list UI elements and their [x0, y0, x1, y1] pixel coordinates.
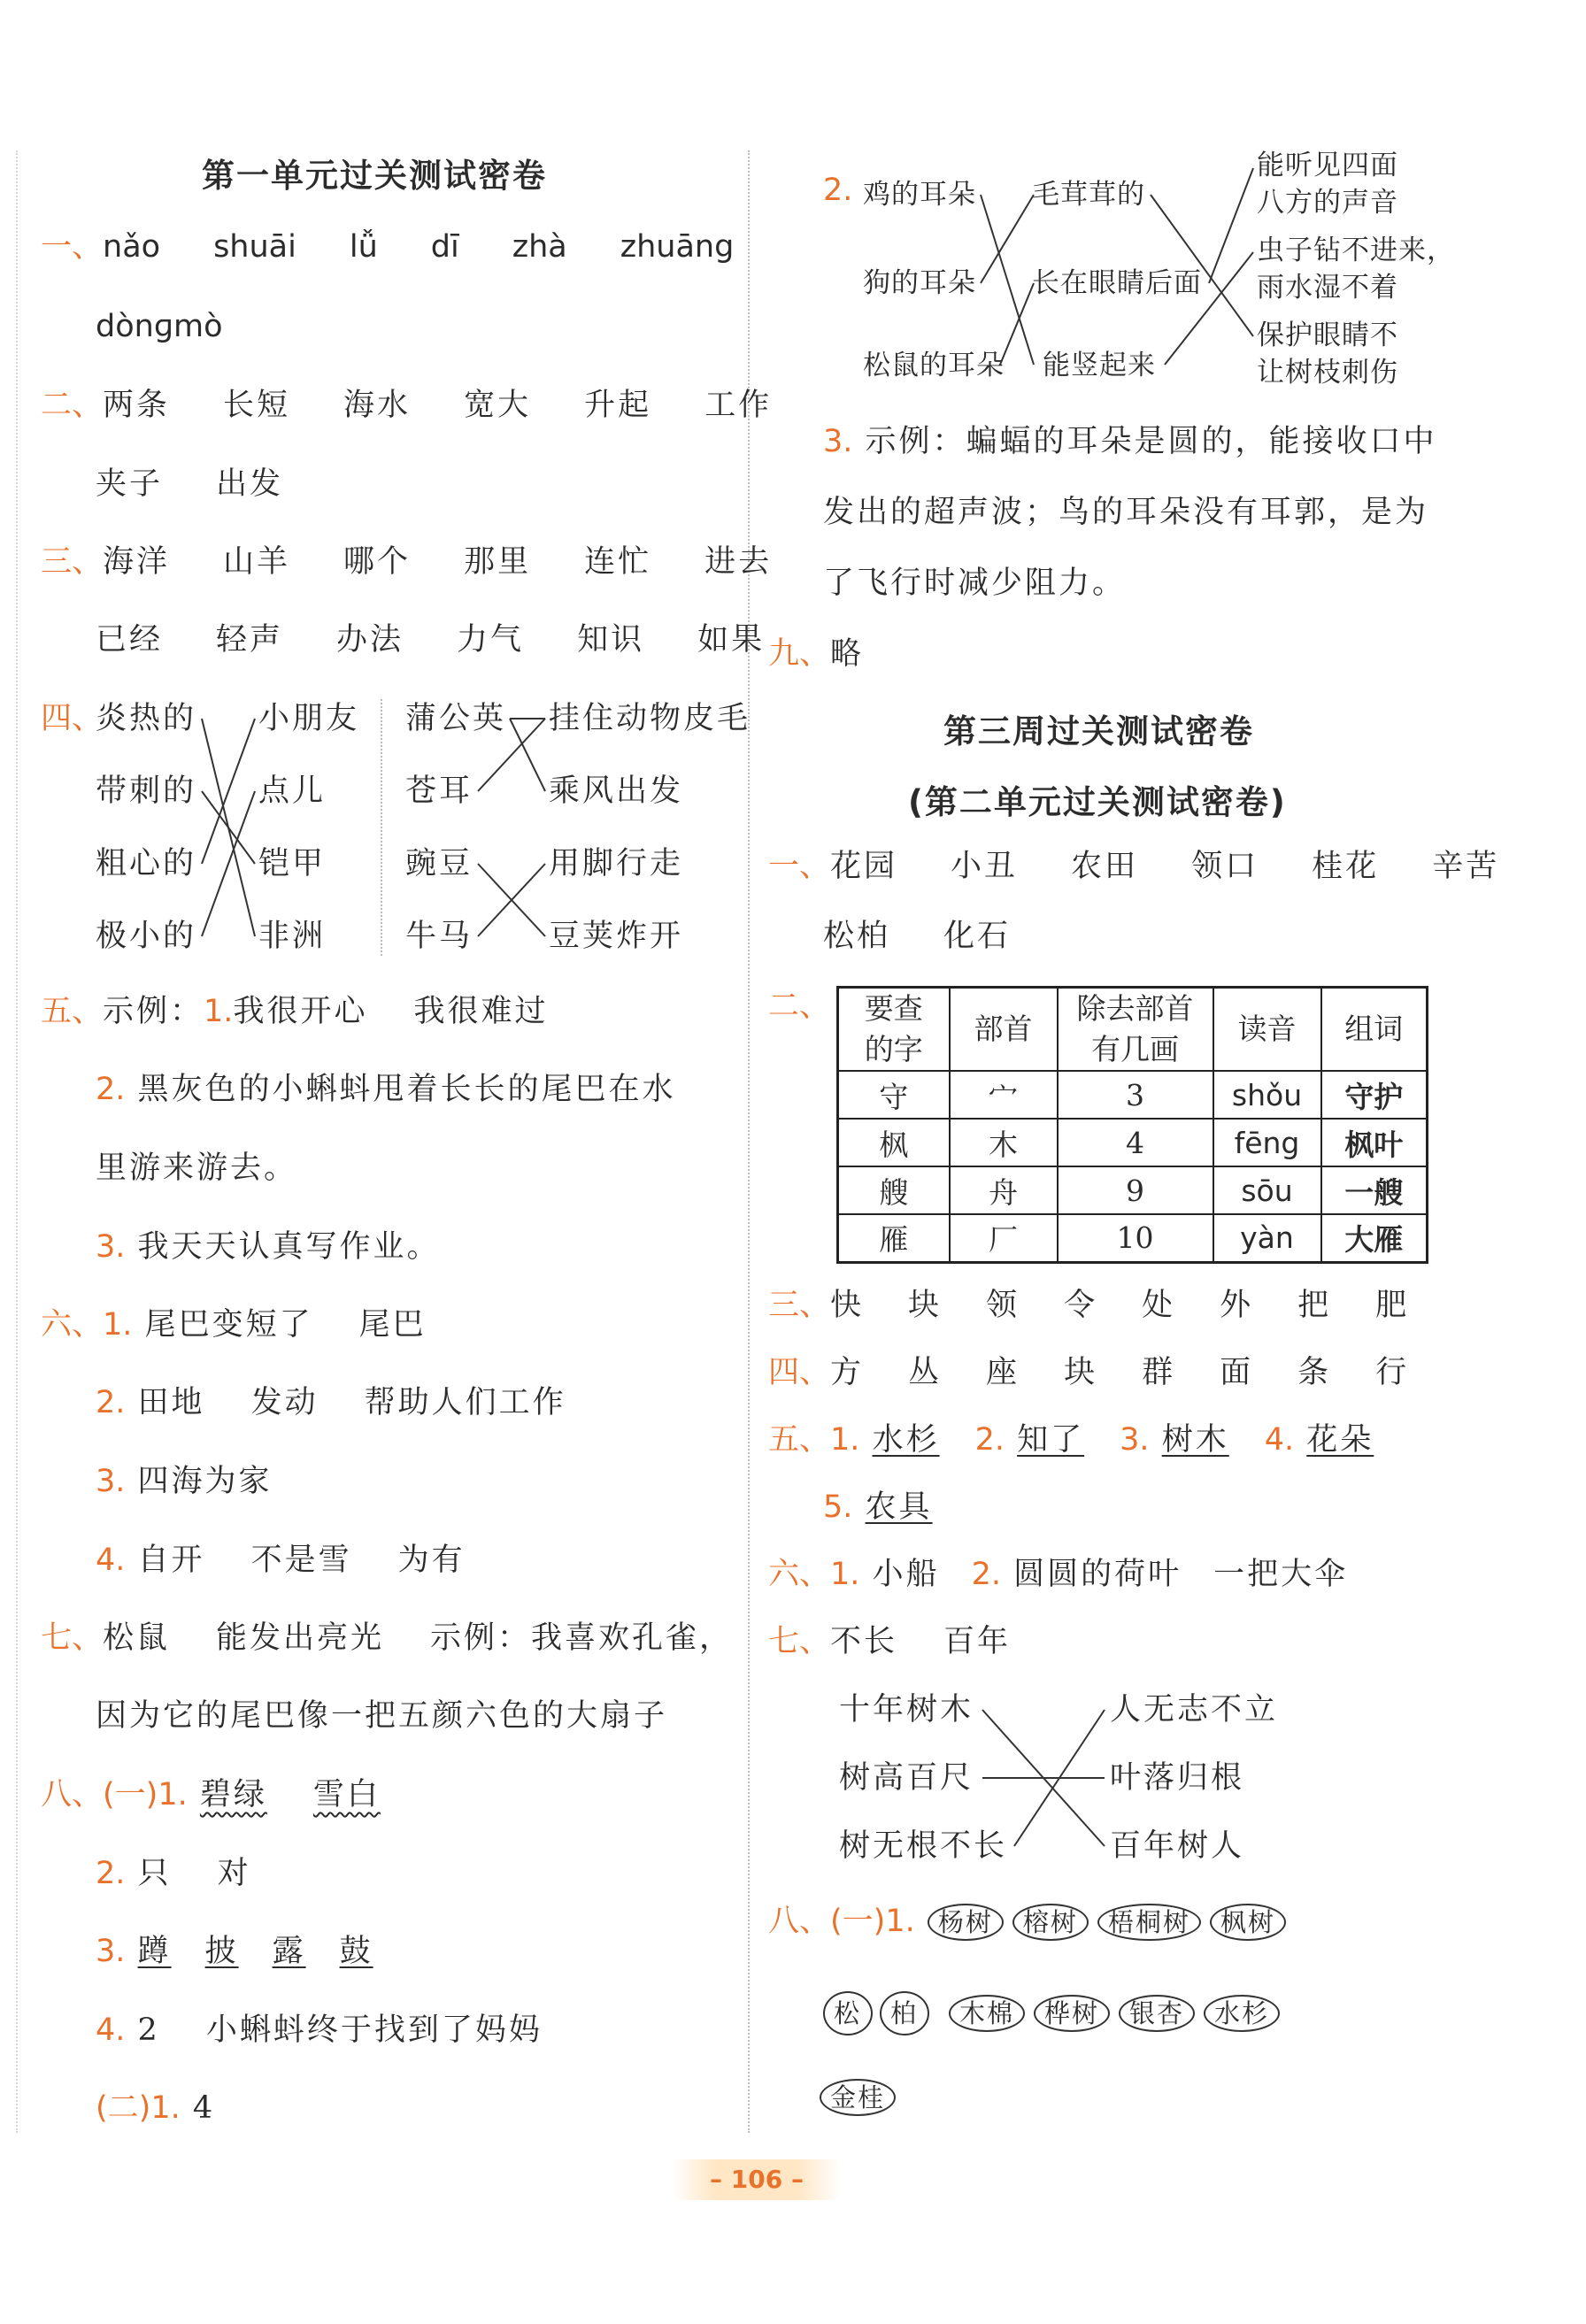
table-cell: 枫叶: [1321, 1119, 1428, 1166]
answer-text: 一把大伞: [1213, 1557, 1349, 1592]
circled-answer: 木棉: [949, 1995, 1025, 2032]
answer-text: 小船: [872, 1557, 940, 1592]
right-q8-2-number: 2.: [823, 173, 853, 208]
match-line: [202, 719, 255, 864]
sub-number: 3.: [96, 1464, 126, 1499]
answer-text: 田地: [137, 1385, 205, 1420]
answer-text: 圆圆的荷叶: [1013, 1557, 1182, 1592]
table-cell: 宀: [950, 1071, 1058, 1119]
word-item: 宽大: [464, 388, 532, 423]
left-q2-number: 二、: [41, 388, 104, 423]
right-q5-number: 五、: [768, 1422, 831, 1458]
match-line: [202, 791, 255, 864]
word-item: 如果: [697, 622, 766, 658]
sub-number: 3.: [96, 1934, 126, 1969]
answer-text: 披: [204, 1934, 239, 1969]
match-b-left-2: 苍耳: [405, 773, 473, 809]
answer-text: 水杉: [872, 1422, 940, 1458]
table-cell: 舟: [950, 1166, 1058, 1214]
word-item: 出发: [216, 466, 284, 502]
char-item: 外: [1220, 1288, 1254, 1323]
table-cell: 一艘: [1321, 1166, 1428, 1214]
sub-number: 1.: [830, 1557, 860, 1592]
answer-text: 示例：蝙蝠的耳朵是圆的，能接收口中: [865, 424, 1437, 459]
ear-left-1: 鸡的耳朵: [863, 179, 976, 211]
match-line: [1000, 283, 1034, 365]
left-q5-number: 五、: [41, 994, 104, 1029]
proverb-right-1: 人无志不立: [1110, 1692, 1279, 1728]
answer-text: 树木: [1161, 1422, 1229, 1458]
header-line: 除去部首: [1076, 991, 1194, 1026]
answer-text: 松鼠: [103, 1620, 171, 1656]
answer-text: 尾巴: [358, 1307, 427, 1343]
sub-number: 1.: [204, 994, 234, 1029]
ear-mid-2: 长在眼睛后面: [1032, 267, 1202, 299]
proverb-right-2: 叶落归根: [1110, 1760, 1245, 1796]
header-line: 部首: [974, 1012, 1033, 1046]
word-item: 两条: [103, 388, 171, 423]
answer-text: 小蝌蚪终于找到了妈妈: [205, 2012, 543, 2048]
header-line: 要查: [864, 991, 923, 1026]
char-item: 方: [830, 1355, 865, 1390]
char-item: 把: [1297, 1288, 1332, 1323]
char-item: 肥: [1375, 1288, 1410, 1323]
right-q8-3-row2: 发出的超声波；鸟的耳朵没有耳郭，是为: [823, 495, 1429, 530]
left-q1-number: 一、: [41, 229, 104, 265]
char-item: 块: [1064, 1355, 1098, 1390]
pinyin-item: dī: [430, 229, 459, 265]
sub-number: 2.: [96, 1385, 126, 1420]
answer-text: 鼓: [339, 1934, 373, 1969]
char-item: 快: [830, 1288, 865, 1323]
right-q4-number: 四、: [768, 1355, 831, 1390]
answer-text: 自开: [137, 1543, 205, 1578]
right-q3-number: 三、: [768, 1288, 831, 1323]
answer-text: 不长: [830, 1624, 898, 1659]
table-cell: sōu: [1213, 1166, 1321, 1214]
ear-right-2-line2: 雨水湿不着: [1257, 272, 1398, 304]
example-prefix: 示例：: [103, 994, 204, 1029]
answer-text: 发动: [250, 1385, 319, 1420]
answer-text: 不是雪: [250, 1543, 352, 1578]
left-q7-row2: 因为它的尾巴像一把五颜六色的大扇子: [96, 1698, 668, 1734]
word-item: 小丑: [951, 849, 1019, 884]
answer-text: 露: [272, 1934, 306, 1969]
answer-text: 帮助人们工作: [364, 1385, 566, 1420]
sub-number: 2.: [971, 1557, 1001, 1592]
circled-answer: 柏: [880, 1991, 929, 2035]
match-a-right-1: 小朋友: [258, 701, 360, 736]
table-cell: fēng: [1213, 1119, 1321, 1166]
match-b-left-4: 牛马: [405, 919, 473, 954]
circled-answer: 梧桐树: [1097, 1904, 1201, 1941]
char-item: 座: [986, 1355, 1020, 1390]
match-a-left-4: 极小的: [96, 919, 197, 954]
pinyin-item: shuāi: [213, 229, 296, 265]
match-a-right-3: 铠甲: [258, 846, 327, 881]
word-item: 办法: [336, 622, 404, 658]
match-line: [478, 719, 545, 791]
word-item: 化石: [943, 919, 1012, 954]
word-item: 海洋: [103, 544, 171, 580]
right-q1-number: 一、: [768, 849, 831, 884]
ear-left-3: 松鼠的耳朵: [863, 350, 1005, 381]
circled-answer: 金桂: [820, 2079, 896, 2116]
left-q4-number: 四、: [41, 701, 104, 736]
table-cell: 3: [1058, 1071, 1213, 1119]
word-item: 已经: [96, 622, 164, 658]
sub-number: 1.: [885, 1904, 915, 1939]
match-line: [202, 791, 255, 936]
answer-text: 知了: [1017, 1422, 1085, 1458]
sub-number: 2.: [96, 1072, 126, 1107]
answer-text: 百年: [943, 1624, 1012, 1659]
match-a-left-3: 粗心的: [96, 846, 197, 881]
circled-answer: 桦树: [1034, 1995, 1110, 2032]
char-item: 群: [1142, 1355, 1176, 1390]
match-a-left-2: 带刺的: [96, 773, 197, 809]
sub-number: 2.: [974, 1422, 1005, 1458]
table-cell: 守: [838, 1071, 950, 1119]
ear-right-3-line2: 让树枝刺伤: [1257, 357, 1398, 389]
answer-text: 对: [217, 1856, 251, 1891]
sub-number: 4.: [96, 2012, 126, 2048]
sub-number: 4.: [1264, 1422, 1295, 1458]
pinyin-item: zhuāng: [620, 229, 735, 265]
answer-text: 农具: [865, 1489, 933, 1525]
answer-text: 蹲: [137, 1934, 172, 1969]
match-b-right-1: 挂住动物皮毛: [549, 701, 751, 736]
answer-text: 我很开心: [233, 994, 368, 1029]
match-line: [510, 719, 545, 791]
match-line: [1151, 195, 1253, 336]
word-item: 力气: [457, 622, 525, 658]
answer-text: 雪白: [312, 1777, 381, 1812]
answer-text: 只: [137, 1856, 172, 1891]
left-q5-row3: 里游来游去。: [96, 1150, 298, 1186]
right-q7-number: 七、: [768, 1624, 831, 1659]
answer-text: 2: [137, 2012, 160, 2048]
ear-left-2: 狗的耳朵: [863, 267, 976, 299]
sub-number: 1.: [103, 1307, 133, 1343]
word-item: 进去: [704, 544, 773, 580]
word-item: 松柏: [823, 919, 891, 954]
match-b-right-4: 豆荚炸开: [549, 919, 684, 954]
table-cell: 大雁: [1321, 1214, 1428, 1262]
table-cell: 守护: [1321, 1071, 1428, 1119]
table-cell: 艘: [838, 1166, 950, 1214]
match-b-right-2: 乘风出发: [549, 773, 684, 809]
sub-number: 3.: [1120, 1422, 1150, 1458]
table-cell: 雁: [838, 1214, 950, 1262]
table-cell: 10: [1058, 1214, 1213, 1262]
right-q6-number: 六、: [768, 1557, 831, 1592]
match-b-left-3: 豌豆: [405, 846, 473, 881]
sub-number: 3.: [96, 1229, 126, 1265]
sub-number: 4.: [96, 1543, 126, 1578]
char-item: 处: [1142, 1288, 1176, 1323]
sub-number: 5.: [823, 1489, 853, 1525]
left-q1-row2: dònɡmò: [96, 309, 223, 344]
match-a-left-1: 炎热的: [96, 701, 197, 736]
answer-text: 花朵: [1306, 1422, 1374, 1458]
answer-text: 碧绿: [199, 1777, 267, 1812]
word-item: 哪个: [343, 544, 412, 580]
left-q7-number: 七、: [41, 1620, 104, 1656]
answer-text: 4: [192, 2090, 216, 2126]
sub-number: 1.: [158, 1777, 188, 1812]
table-cell: shǒu: [1213, 1071, 1321, 1119]
right-q8-3-row3: 了飞行时减少阻力。: [823, 566, 1127, 601]
word-item: 夹子: [96, 466, 164, 502]
circled-answer: 榕树: [1012, 1904, 1089, 1941]
table-cell: 枫: [838, 1119, 950, 1166]
match-line: [1165, 252, 1253, 365]
match-line: [1209, 168, 1253, 283]
proverb-left-2: 树高百尺: [839, 1760, 974, 1796]
right-section-title: 第三周过关测试密卷: [943, 712, 1254, 750]
table-cell: yàn: [1213, 1214, 1321, 1262]
proverb-left-1: 十年树木: [839, 1692, 974, 1728]
match-line: [981, 195, 1034, 365]
match-b-right-3: 用脚行走: [549, 846, 684, 881]
table-cell: 4: [1058, 1119, 1213, 1166]
match-line: [981, 195, 1034, 283]
right-q9-number: 九、: [768, 636, 831, 672]
word-item: 升起: [584, 388, 652, 423]
answer-text: 我天天认真写作业。: [137, 1229, 441, 1265]
word-item: 轻声: [216, 622, 284, 658]
word-item: 长短: [223, 388, 291, 423]
word-item: 工作: [704, 388, 773, 423]
sub-number: 3.: [823, 424, 853, 459]
sub-number: 2.: [96, 1856, 126, 1891]
word-item: 花园: [830, 849, 898, 884]
pinyin-item: zhà: [512, 229, 567, 265]
pinyin-item: lǚ: [349, 229, 378, 265]
word-item: 桂花: [1312, 849, 1380, 884]
char-item: 条: [1297, 1355, 1332, 1390]
right-q2-number: 二、: [768, 989, 831, 1024]
header-line: 有几画: [1091, 1032, 1179, 1066]
part-number: (一): [830, 1904, 886, 1939]
answer-text: 能发出亮光: [216, 1620, 385, 1656]
header-line: 组词: [1344, 1012, 1404, 1046]
answer-text: 我很难过: [413, 994, 549, 1029]
right-section-subtitle: (第二单元过关测试密卷): [908, 783, 1287, 821]
char-item: 行: [1375, 1355, 1410, 1390]
table-cell: 厂: [950, 1214, 1058, 1262]
ear-mid-3: 能竖起来: [1043, 350, 1156, 381]
circled-answer: 水杉: [1204, 1995, 1280, 2032]
match-b-left-1: 蒲公英: [405, 701, 507, 736]
ear-right-3-line1: 保护眼睛不: [1257, 319, 1398, 351]
circled-answer: 杨树: [928, 1904, 1004, 1941]
left-q8-number: 八、: [41, 1777, 104, 1812]
word-item: 山羊: [223, 544, 291, 580]
word-item: 农田: [1071, 849, 1139, 884]
answer-text: 黑灰色的小蝌蚪甩着长长的尾巴在水: [137, 1072, 676, 1107]
left-section-title: 第一单元过关测试密卷: [202, 157, 547, 195]
proverb-right-3: 百年树人: [1110, 1828, 1245, 1864]
left-q3-number: 三、: [41, 544, 104, 580]
match-a-right-4: 非洲: [258, 919, 327, 954]
answer-text: 四海为家: [137, 1464, 273, 1499]
char-item: 面: [1220, 1355, 1254, 1390]
word-item: 连忙: [584, 544, 652, 580]
char-item: 领: [986, 1288, 1020, 1323]
circled-answer: 枫树: [1210, 1904, 1286, 1941]
table-cell: 木: [950, 1119, 1058, 1166]
left-q6-number: 六、: [41, 1307, 104, 1343]
char-item: 令: [1064, 1288, 1098, 1323]
word-item: 海水: [343, 388, 412, 423]
ear-right-1-line1: 能听见四面: [1257, 150, 1398, 181]
table-cell: 9: [1058, 1166, 1213, 1214]
word-item: 那里: [464, 544, 532, 580]
answer-text: 为有: [397, 1543, 466, 1578]
sub-number: 1.: [830, 1422, 860, 1458]
word-item: 领口: [1191, 849, 1259, 884]
word-item: 辛苦: [1432, 849, 1500, 884]
part-number: (二): [96, 2090, 151, 2126]
char-item: 丛: [908, 1355, 943, 1390]
ear-mid-1: 毛茸茸的: [1032, 179, 1145, 211]
header-line: 的字: [864, 1032, 923, 1066]
circled-answer: 松: [823, 1991, 873, 2035]
answer-text: 尾巴变短了: [144, 1307, 313, 1343]
page-number: – 106 –: [673, 2159, 841, 2200]
answer-text: 略: [830, 636, 865, 672]
match-a-right-2: 点儿: [258, 773, 327, 809]
ear-right-2-line1: 虫子钻不进来，: [1257, 235, 1455, 266]
header-line: 读音: [1237, 1012, 1297, 1046]
ear-right-1-line2: 八方的声音: [1257, 187, 1398, 219]
right-q8-number: 八、: [768, 1904, 831, 1939]
word-item: 知识: [577, 622, 645, 658]
pinyin-item: nǎo: [103, 229, 161, 265]
part-number: (一): [103, 1777, 158, 1812]
char-item: 块: [908, 1288, 943, 1323]
answer-text: 示例：我喜欢孔雀，: [430, 1620, 734, 1656]
proverb-left-3: 树无根不长: [839, 1828, 1008, 1864]
circled-answer: 银杏: [1119, 1995, 1195, 2032]
sub-number: 1.: [150, 2090, 181, 2126]
page-number-value: 106: [730, 2165, 783, 2194]
